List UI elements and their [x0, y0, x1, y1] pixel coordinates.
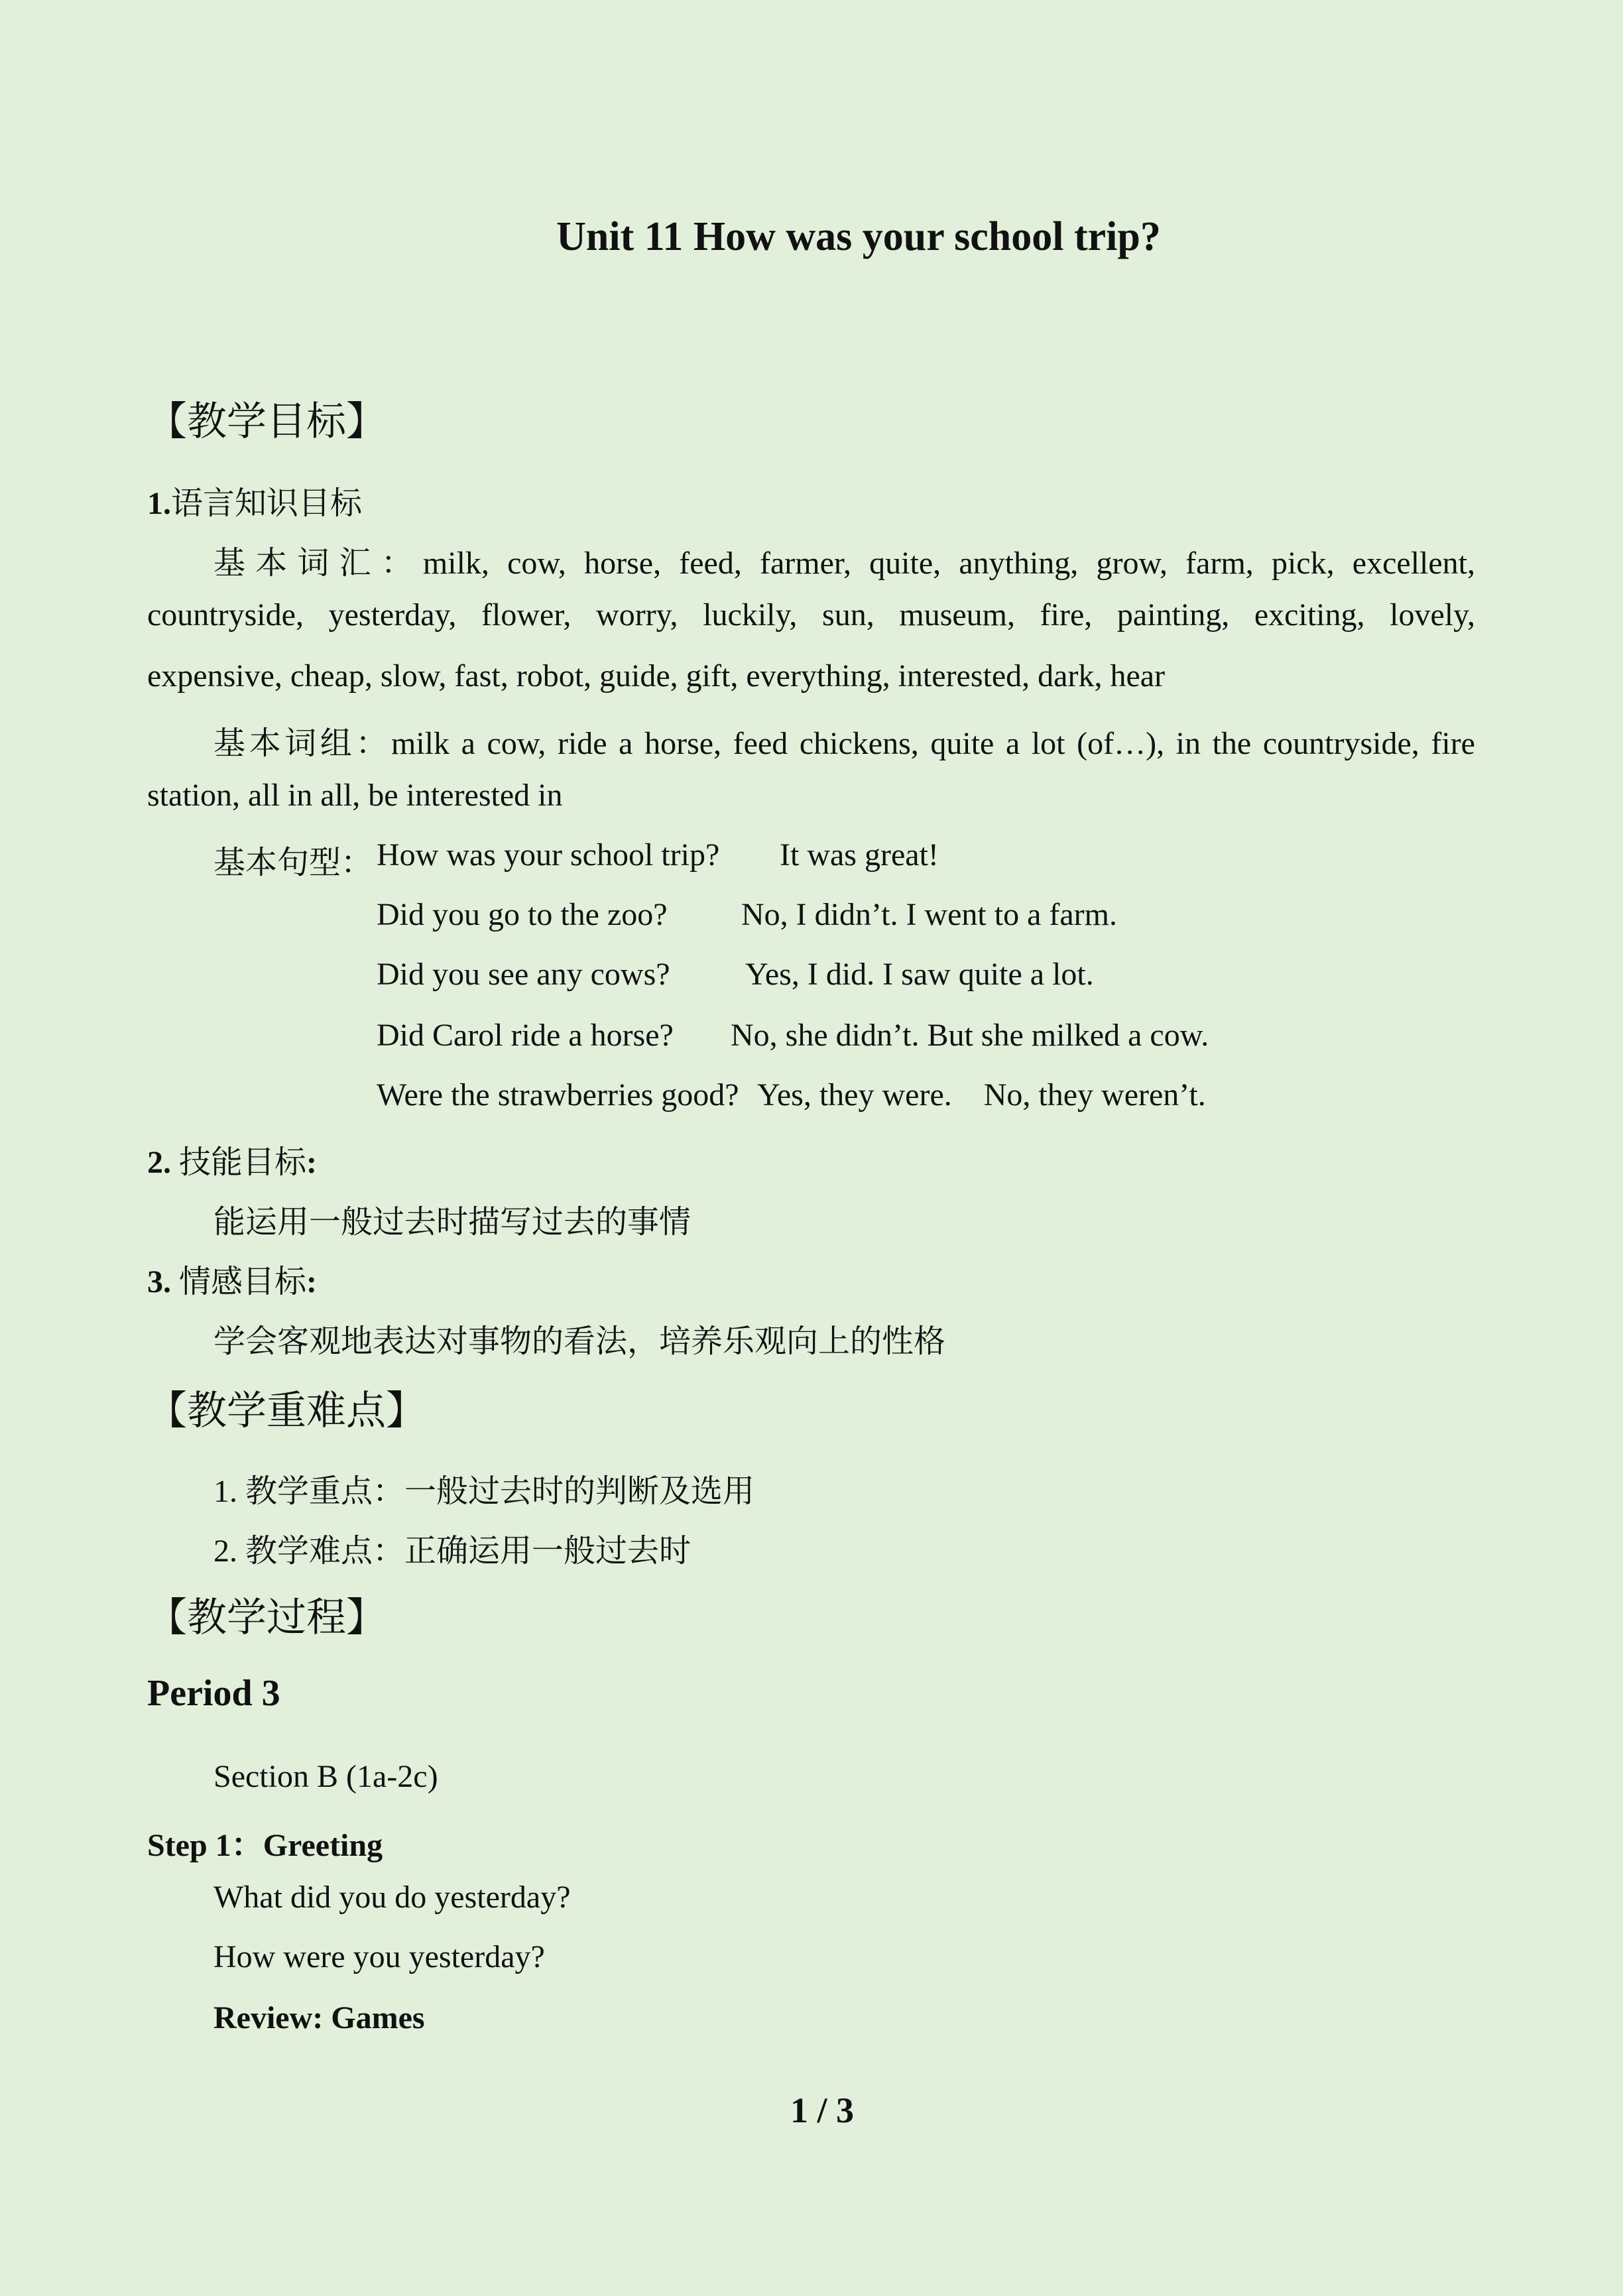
process-heading: 【教学过程】	[147, 1596, 386, 1640]
item-number: 3.	[147, 1264, 171, 1299]
emotion-objective-heading	[147, 1256, 317, 1301]
phrase-line-1	[213, 717, 1475, 763]
emotion-objective-text: 学会客观地表达对事物的看法，培养乐观向上的性格	[213, 1324, 946, 1359]
sentence-a: Yes, I did. I saw quite a lot.	[745, 957, 1094, 992]
page-number: 1 / 3	[790, 2090, 854, 2130]
document-title: Unit 11 How was your school trip?	[556, 214, 1161, 259]
sentence-q: Did you go to the zoo?	[377, 897, 668, 932]
review-label: Review: Games	[213, 2000, 425, 2035]
language-objective-heading	[147, 477, 362, 523]
section-label: Section B (1a-2c)	[213, 1759, 438, 1794]
vocab-line-3: expensive, cheap, slow, fast, robot, guide, gift, everything, interested, dark, hear	[147, 658, 1166, 694]
sentence-q: Did you see any cows?	[377, 957, 670, 992]
greeting-question: How were you yesterday?	[213, 1939, 545, 1974]
sentence-a: It was great!	[780, 837, 939, 873]
sentence-q: Were the strawberries good?	[377, 1077, 739, 1113]
skill-objective-heading	[147, 1136, 317, 1182]
sentence-q: Did Carol ride a horse?	[377, 1018, 674, 1053]
step-label: Step 1：	[147, 1828, 263, 1863]
vocab-line-1	[213, 537, 1475, 583]
step-title: Greeting	[263, 1828, 383, 1863]
period-title: Period 3	[147, 1673, 280, 1714]
item-colon: :	[306, 1264, 317, 1299]
vocab-text: milk, cow, horse, feed, farmer, quite, anything, grow, farm, pick, excellent,	[422, 546, 1475, 581]
key-points-heading: 【教学重难点】	[147, 1389, 426, 1433]
item-number: 1.	[147, 486, 171, 521]
key-point-item: 2. 教学难点：正确运用一般过去时	[213, 1534, 691, 1569]
sentence-a: No, she didn’t. But she milked a cow.	[731, 1018, 1209, 1053]
key-point-item: 1. 教学重点：一般过去时的判断及选用	[213, 1474, 755, 1509]
vocab-label: 基本词汇：	[213, 546, 423, 581]
greeting-question: What did you do yesterday?	[213, 1880, 571, 1915]
skill-objective-text: 能运用一般过去时描写过去的事情	[213, 1205, 691, 1240]
item-label: 技能目标	[179, 1145, 307, 1180]
item-label: 语言知识目标	[171, 486, 363, 521]
item-colon: :	[306, 1145, 317, 1180]
sentence-a: No, I didn’t. I went to a farm.	[741, 897, 1117, 932]
item-label: 情感目标	[179, 1264, 307, 1299]
objectives-heading: 【教学目标】	[147, 400, 386, 444]
phrase-text: milk a cow, ride a horse, feed chickens, quite a lot (of…), in the countryside, fire	[391, 726, 1475, 761]
sentence-q: How was your school trip?	[377, 837, 720, 873]
vocab-line-2: countryside, yesterday, flower, worry, luckily, sun, museum, fire, painting, exciting, lovely,	[147, 597, 1475, 633]
phrase-line-2: station, all in all, be interested in	[147, 778, 563, 813]
sentence-a: Yes, they were. No, they weren’t.	[757, 1077, 1206, 1113]
sentence-label: 基本句型：	[213, 845, 373, 880]
phrase-label: 基本词组：	[213, 726, 391, 761]
item-number: 2.	[147, 1145, 171, 1180]
step-heading	[147, 1819, 383, 1865]
